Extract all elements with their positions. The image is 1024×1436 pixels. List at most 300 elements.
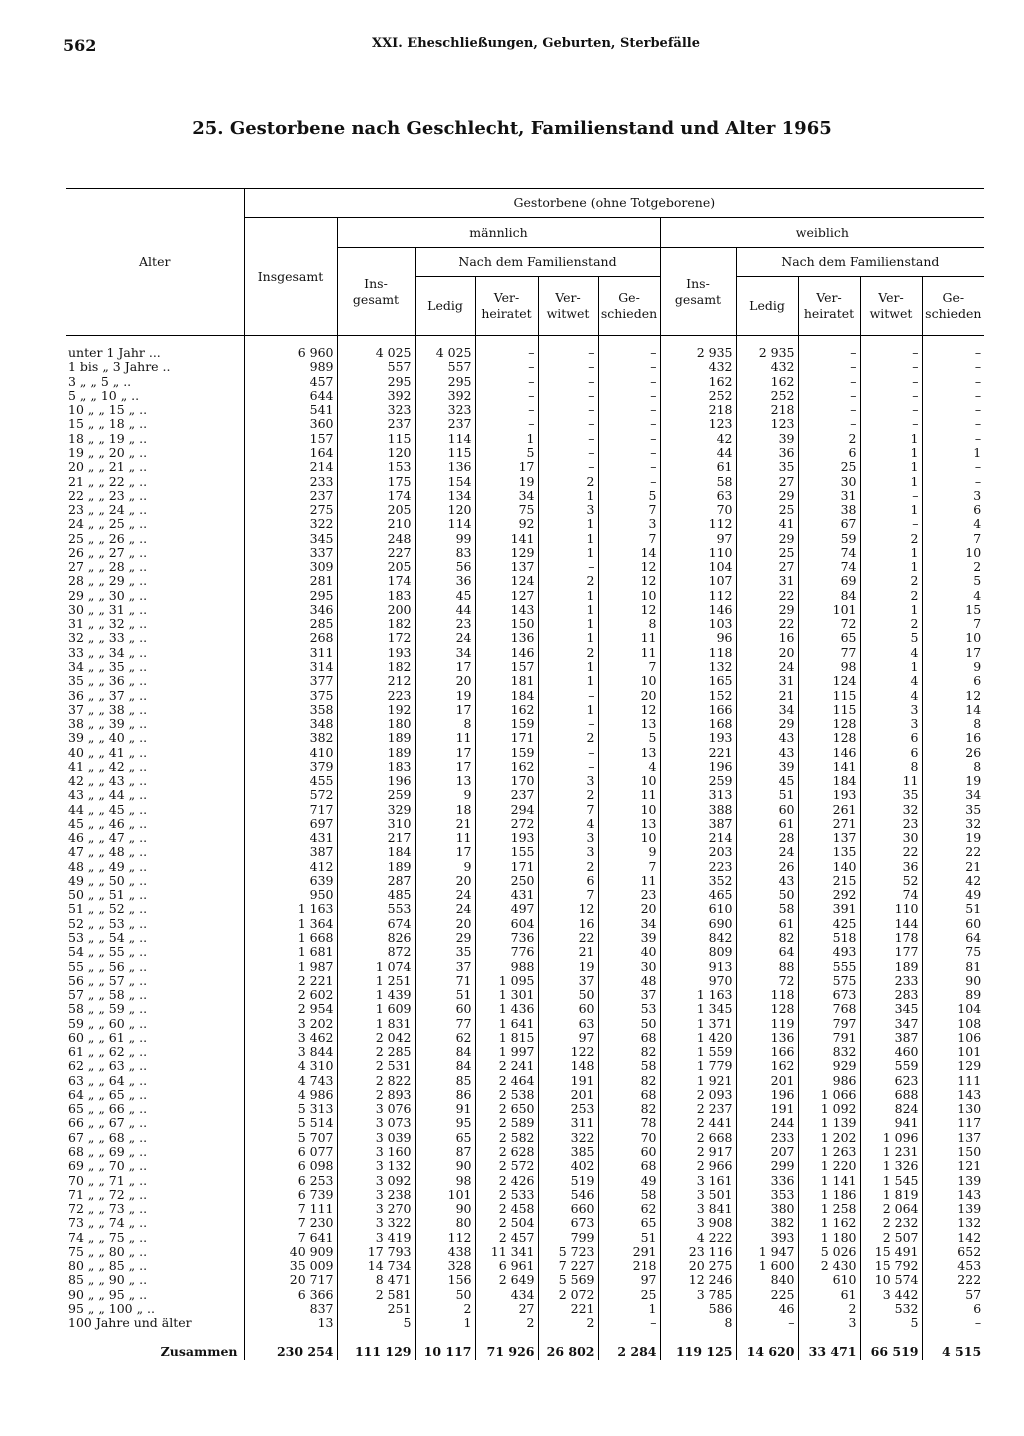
value-cell: 214 [244, 460, 337, 474]
value-cell: 9 [415, 860, 475, 874]
value-cell: 233 [860, 974, 922, 988]
value-cell: 532 [860, 1302, 922, 1316]
value-cell: 1 997 [475, 1045, 538, 1059]
value-cell: 75 [475, 503, 538, 517]
value-cell: 17 [415, 703, 475, 717]
value-cell: 58 [598, 1059, 660, 1073]
value-cell: 115 [798, 688, 860, 702]
value-cell: 824 [860, 1102, 922, 1116]
age-cell: 63 „ „ 64 „ .. [68, 1072, 148, 1088]
value-cell: 1 [538, 517, 598, 531]
value-cell: 22 [736, 617, 798, 631]
value-cell: 12 [598, 574, 660, 588]
value-cell: 1 [598, 1302, 660, 1316]
table-row [66, 574, 984, 588]
age-cell: 57 „ „ 58 „ .. [68, 987, 148, 1003]
value-cell: – [538, 745, 598, 759]
age-cell: 45 „ „ 46 „ .. [68, 815, 148, 831]
value-cell: 166 [660, 703, 736, 717]
value-cell: 45 [415, 589, 475, 603]
value-cell: 1 [860, 503, 922, 517]
value-cell: 1 258 [798, 1202, 860, 1216]
value-cell: 17 [415, 745, 475, 759]
age-cell: 67 „ „ 68 „ .. [68, 1129, 148, 1145]
value-cell: 2 458 [475, 1202, 538, 1216]
value-cell: 174 [337, 489, 415, 503]
value-cell: 410 [244, 745, 337, 759]
value-cell: 106 [922, 1031, 984, 1045]
table-row [66, 1031, 984, 1045]
value-cell: 23 116 [660, 1245, 736, 1259]
value-cell: 61 [736, 817, 798, 831]
value-cell: 313 [660, 788, 736, 802]
value-cell: 453 [922, 1259, 984, 1273]
value-cell: 140 [798, 860, 860, 874]
value-cell: 8 [660, 1316, 736, 1330]
value-cell: 15 [922, 603, 984, 617]
value-cell: 124 [475, 574, 538, 588]
value-cell: 5 707 [244, 1131, 337, 1145]
age-cell: 10 „ „ 15 „ .. [68, 402, 148, 418]
value-cell: 143 [922, 1188, 984, 1202]
value-cell: 7 [598, 503, 660, 517]
value-cell: 221 [660, 745, 736, 759]
value-cell: 353 [736, 1188, 798, 1202]
table-row [66, 503, 984, 517]
value-cell: – [598, 360, 660, 374]
value-cell: 294 [475, 803, 538, 817]
value-cell: 136 [415, 460, 475, 474]
value-cell: 92 [475, 517, 538, 531]
value-cell: 2 [538, 474, 598, 488]
value-cell: 135 [798, 845, 860, 859]
value-cell: 6 [860, 745, 922, 759]
value-cell: 1 [538, 489, 598, 503]
value-cell: 1 668 [244, 931, 337, 945]
value-cell: 81 [922, 959, 984, 973]
table-row [66, 1074, 984, 1088]
value-cell: 83 [415, 546, 475, 560]
value-cell: 970 [660, 974, 736, 988]
age-cell: 65 „ „ 66 „ .. [68, 1101, 148, 1117]
age-cell: 41 „ „ 42 „ .. [68, 758, 148, 774]
value-cell: 610 [660, 902, 736, 916]
value-cell: 21 [736, 688, 798, 702]
age-cell: 55 „ „ 56 „ .. [68, 958, 148, 974]
age-cell: 56 „ „ 57 „ .. [68, 972, 148, 988]
age-cell: 35 „ „ 36 „ .. [68, 673, 148, 689]
value-cell: – [538, 375, 598, 389]
value-cell: 2 [860, 617, 922, 631]
value-cell: 96 [660, 631, 736, 645]
age-cell: 75 „ „ 80 „ .. [68, 1243, 148, 1259]
value-cell: 2 [860, 574, 922, 588]
value-cell: 345 [244, 531, 337, 545]
value-cell: – [538, 417, 598, 431]
table-row [66, 902, 984, 916]
value-cell: 157 [244, 432, 337, 446]
table-row [66, 845, 984, 859]
value-cell: 59 [798, 531, 860, 545]
age-cell: 1 bis „ 3 Jahre .. [68, 359, 171, 375]
value-cell: 3 419 [337, 1230, 415, 1244]
value-cell: 295 [244, 589, 337, 603]
value-cell: 196 [736, 1088, 798, 1102]
value-cell: 97 [660, 531, 736, 545]
value-cell: 837 [244, 1302, 337, 1316]
value-cell: 2 [538, 574, 598, 588]
value-cell: 23 [415, 617, 475, 631]
table-row [66, 1088, 984, 1102]
value-cell: 1 [538, 589, 598, 603]
value-cell: 7 [922, 531, 984, 545]
value-cell: 21 [415, 817, 475, 831]
value-cell: 11 [598, 874, 660, 888]
value-cell: 1 [538, 631, 598, 645]
value-cell: – [860, 389, 922, 403]
value-cell: 2 822 [337, 1074, 415, 1088]
value-cell: 16 [736, 631, 798, 645]
age-cell: 29 „ „ 30 „ .. [68, 587, 148, 603]
age-cell: 19 „ „ 20 „ .. [68, 444, 148, 460]
value-cell: 4 025 [337, 336, 415, 361]
value-cell: – [922, 389, 984, 403]
value-cell: 65 [598, 1216, 660, 1230]
header-m-geschieden: Ge- schieden [598, 277, 660, 336]
value-cell: – [860, 489, 922, 503]
value-cell: 797 [798, 1016, 860, 1030]
table-row [66, 1302, 984, 1316]
table-row [66, 1173, 984, 1187]
table-row [66, 375, 984, 389]
value-cell: 172 [337, 631, 415, 645]
value-cell: 557 [415, 360, 475, 374]
age-cell: 85 „ „ 90 „ .. [68, 1272, 148, 1288]
value-cell: 68 [598, 1159, 660, 1173]
value-cell: 268 [244, 631, 337, 645]
value-cell: 360 [244, 417, 337, 431]
value-cell: 150 [475, 617, 538, 631]
age-cell: 52 „ „ 53 „ .. [68, 915, 148, 931]
value-cell: 253 [538, 1102, 598, 1116]
value-cell: 2 966 [660, 1159, 736, 1173]
value-cell: 205 [337, 503, 415, 517]
value-cell: 1 921 [660, 1074, 736, 1088]
value-cell: 1 074 [337, 959, 415, 973]
value-cell: 8 [922, 760, 984, 774]
age-cell: 5 „ „ 10 „ .. [68, 387, 140, 403]
value-cell: 799 [538, 1230, 598, 1244]
header-alter: Alter [66, 189, 244, 336]
value-cell: 541 [244, 403, 337, 417]
value-cell: 130 [922, 1102, 984, 1116]
value-cell: 25 [798, 460, 860, 474]
value-cell: 2 426 [475, 1173, 538, 1187]
value-cell: – [598, 474, 660, 488]
value-cell: 129 [475, 546, 538, 560]
value-cell: 285 [244, 617, 337, 631]
value-cell: 104 [922, 1002, 984, 1016]
value-cell: 191 [538, 1074, 598, 1088]
value-cell: 291 [598, 1245, 660, 1259]
value-cell: 49 [598, 1173, 660, 1187]
value-cell: 1 345 [660, 1002, 736, 1016]
value-cell: 11 [598, 631, 660, 645]
value-cell: 1 [538, 674, 598, 688]
value-cell: 85 [415, 1074, 475, 1088]
value-cell: – [538, 460, 598, 474]
value-cell: 1 301 [475, 988, 538, 1002]
value-cell: 1 095 [475, 974, 538, 988]
value-cell: 17 [415, 845, 475, 859]
value-cell: 71 926 [475, 1330, 538, 1360]
header-insgesamt: Insgesamt [244, 218, 337, 336]
value-cell: 142 [922, 1230, 984, 1244]
value-cell: 7 641 [244, 1230, 337, 1244]
value-cell: 11 341 [475, 1245, 538, 1259]
age-cell: 51 „ „ 52 „ .. [68, 901, 148, 917]
value-cell: 193 [337, 646, 415, 660]
table-row [66, 389, 984, 403]
value-cell: 379 [244, 760, 337, 774]
age-cell: 26 „ „ 27 „ .. [68, 544, 148, 560]
table-row [66, 731, 984, 745]
value-cell: 5 [337, 1316, 415, 1330]
value-cell: – [922, 360, 984, 374]
value-cell: 233 [244, 474, 337, 488]
value-cell: 84 [415, 1059, 475, 1073]
value-cell: 10 574 [860, 1273, 922, 1287]
value-cell: 16 [538, 917, 598, 931]
value-cell: 2 504 [475, 1216, 538, 1230]
value-cell: 122 [538, 1045, 598, 1059]
value-cell: 114 [415, 432, 475, 446]
table-row [66, 1202, 984, 1216]
value-cell: – [598, 460, 660, 474]
page-number: 562 [63, 36, 97, 55]
value-cell: 115 [798, 703, 860, 717]
value-cell: – [598, 389, 660, 403]
value-cell: 7 111 [244, 1202, 337, 1216]
value-cell: 233 [736, 1131, 798, 1145]
value-cell: 2 [475, 1316, 538, 1330]
value-cell: 2 538 [475, 1088, 538, 1102]
value-cell: 43 [736, 745, 798, 759]
value-cell: 20 275 [660, 1259, 736, 1273]
value-cell: 4 310 [244, 1059, 337, 1073]
value-cell: 22 [860, 845, 922, 859]
value-cell: 66 519 [860, 1330, 922, 1360]
value-cell: 20 [415, 674, 475, 688]
table-row [66, 432, 984, 446]
value-cell: 162 [475, 703, 538, 717]
value-cell: 17 [415, 660, 475, 674]
value-cell: 1 139 [798, 1116, 860, 1130]
value-cell: 10 [598, 774, 660, 788]
value-cell: 51 [922, 902, 984, 916]
value-cell: 7 [922, 617, 984, 631]
value-cell: 34 [922, 788, 984, 802]
value-cell: 555 [798, 959, 860, 973]
value-cell: 1 987 [244, 959, 337, 973]
value-cell: 1 779 [660, 1059, 736, 1073]
value-cell: 170 [475, 774, 538, 788]
value-cell: 29 [736, 531, 798, 545]
value-cell: 3 092 [337, 1173, 415, 1187]
value-cell: 12 246 [660, 1273, 736, 1287]
value-cell: 1 096 [860, 1131, 922, 1145]
value-cell: – [475, 417, 538, 431]
table-row [66, 1116, 984, 1130]
value-cell: 15 792 [860, 1259, 922, 1273]
value-cell: 90 [415, 1202, 475, 1216]
value-cell: 387 [244, 845, 337, 859]
value-cell: 3 [598, 517, 660, 531]
header-m-familienstand: Nach dem Familienstand [415, 248, 660, 277]
value-cell: – [538, 389, 598, 403]
value-cell: 323 [337, 403, 415, 417]
value-cell: 309 [244, 560, 337, 574]
value-cell: 5 [922, 574, 984, 588]
value-cell: 941 [860, 1116, 922, 1130]
value-cell: 5 [475, 446, 538, 460]
value-cell: 223 [337, 688, 415, 702]
value-cell: 652 [922, 1245, 984, 1259]
value-cell: 58 [660, 474, 736, 488]
value-cell: 114 [415, 517, 475, 531]
table-row [66, 1059, 984, 1073]
value-cell: 6 [922, 1302, 984, 1316]
value-cell: 336 [736, 1173, 798, 1187]
value-cell: 23 [598, 888, 660, 902]
value-cell: 9 [922, 660, 984, 674]
value-cell: 137 [475, 560, 538, 574]
value-cell: 110 [860, 902, 922, 916]
value-cell: 29 [736, 489, 798, 503]
table-row [66, 917, 984, 931]
header-m-verwitwet: Ver- witwet [538, 277, 598, 336]
value-cell: 21 [922, 860, 984, 874]
value-cell: – [860, 360, 922, 374]
age-cell: 15 „ „ 18 „ .. [68, 416, 148, 432]
table-row [66, 1230, 984, 1244]
value-cell: 988 [475, 959, 538, 973]
value-cell: 128 [798, 717, 860, 731]
table-row [66, 1273, 984, 1287]
value-cell: – [798, 360, 860, 374]
value-cell: 3 841 [660, 1202, 736, 1216]
value-cell: 123 [736, 417, 798, 431]
value-cell: 610 [798, 1273, 860, 1287]
data-table [66, 188, 984, 1360]
value-cell: 358 [244, 703, 337, 717]
table-row [66, 460, 984, 474]
value-cell: 10 [598, 589, 660, 603]
value-cell: 460 [860, 1045, 922, 1059]
value-cell: – [798, 417, 860, 431]
value-cell: 11 [415, 731, 475, 745]
value-cell: 132 [660, 660, 736, 674]
age-cell: 39 „ „ 40 „ .. [68, 730, 148, 746]
value-cell: 31 [736, 674, 798, 688]
value-cell: – [922, 417, 984, 431]
value-cell: 2 [538, 788, 598, 802]
value-cell: 88 [736, 959, 798, 973]
value-cell: 17 [922, 646, 984, 660]
value-cell: 210 [337, 517, 415, 531]
value-cell: 104 [660, 560, 736, 574]
value-cell: 575 [798, 974, 860, 988]
value-cell: 86 [415, 1088, 475, 1102]
value-cell: 1 [922, 446, 984, 460]
value-cell: 251 [337, 1302, 415, 1316]
value-cell: 2 241 [475, 1059, 538, 1073]
table-row [66, 517, 984, 531]
age-cell: 50 „ „ 51 „ .. [68, 887, 148, 903]
value-cell: 1 162 [798, 1216, 860, 1230]
value-cell: 30 [598, 959, 660, 973]
value-cell: 17 [475, 460, 538, 474]
value-cell: 40 [598, 945, 660, 959]
age-cell: 3 „ „ 5 „ .. [68, 373, 132, 389]
value-cell: 36 [415, 574, 475, 588]
value-cell: 11 [598, 788, 660, 802]
value-cell: – [538, 688, 598, 702]
table-body [66, 336, 984, 1361]
value-cell: 717 [244, 803, 337, 817]
value-cell: 71 [415, 974, 475, 988]
table-row [66, 660, 984, 674]
value-cell: 244 [736, 1116, 798, 1130]
value-cell: 1 202 [798, 1131, 860, 1145]
value-cell: 2 628 [475, 1145, 538, 1159]
value-cell: 37 [598, 988, 660, 1002]
value-cell: 3 [538, 774, 598, 788]
value-cell: 193 [798, 788, 860, 802]
value-cell: 497 [475, 902, 538, 916]
value-cell: 41 [736, 517, 798, 531]
value-cell: 2 [860, 531, 922, 545]
value-cell: 311 [538, 1116, 598, 1130]
value-cell: 60 [538, 1002, 598, 1016]
value-cell: 171 [475, 731, 538, 745]
value-cell: 1 831 [337, 1016, 415, 1030]
value-cell: 1 [860, 660, 922, 674]
value-cell: 352 [660, 874, 736, 888]
value-cell: 736 [475, 931, 538, 945]
value-cell: 348 [244, 717, 337, 731]
value-cell: 174 [337, 574, 415, 588]
value-cell: 32 [860, 803, 922, 817]
value-cell: 989 [244, 360, 337, 374]
table-row [66, 646, 984, 660]
running-header: XXI. Eheschließungen, Geburten, Sterbefälle [372, 36, 700, 51]
table-row [66, 1102, 984, 1116]
value-cell: 2 042 [337, 1031, 415, 1045]
table-row [66, 417, 984, 431]
value-cell: 248 [337, 531, 415, 545]
value-cell: 19 [922, 774, 984, 788]
value-cell: 27 [736, 560, 798, 574]
value-cell: 3 [538, 503, 598, 517]
age-cell: 37 „ „ 38 „ .. [68, 701, 148, 717]
age-cell: 24 „ „ 25 „ .. [68, 516, 148, 532]
value-cell: 872 [337, 945, 415, 959]
value-cell: 2 531 [337, 1059, 415, 1073]
value-cell: 227 [337, 546, 415, 560]
value-cell: 347 [860, 1016, 922, 1030]
value-cell: 56 [415, 560, 475, 574]
